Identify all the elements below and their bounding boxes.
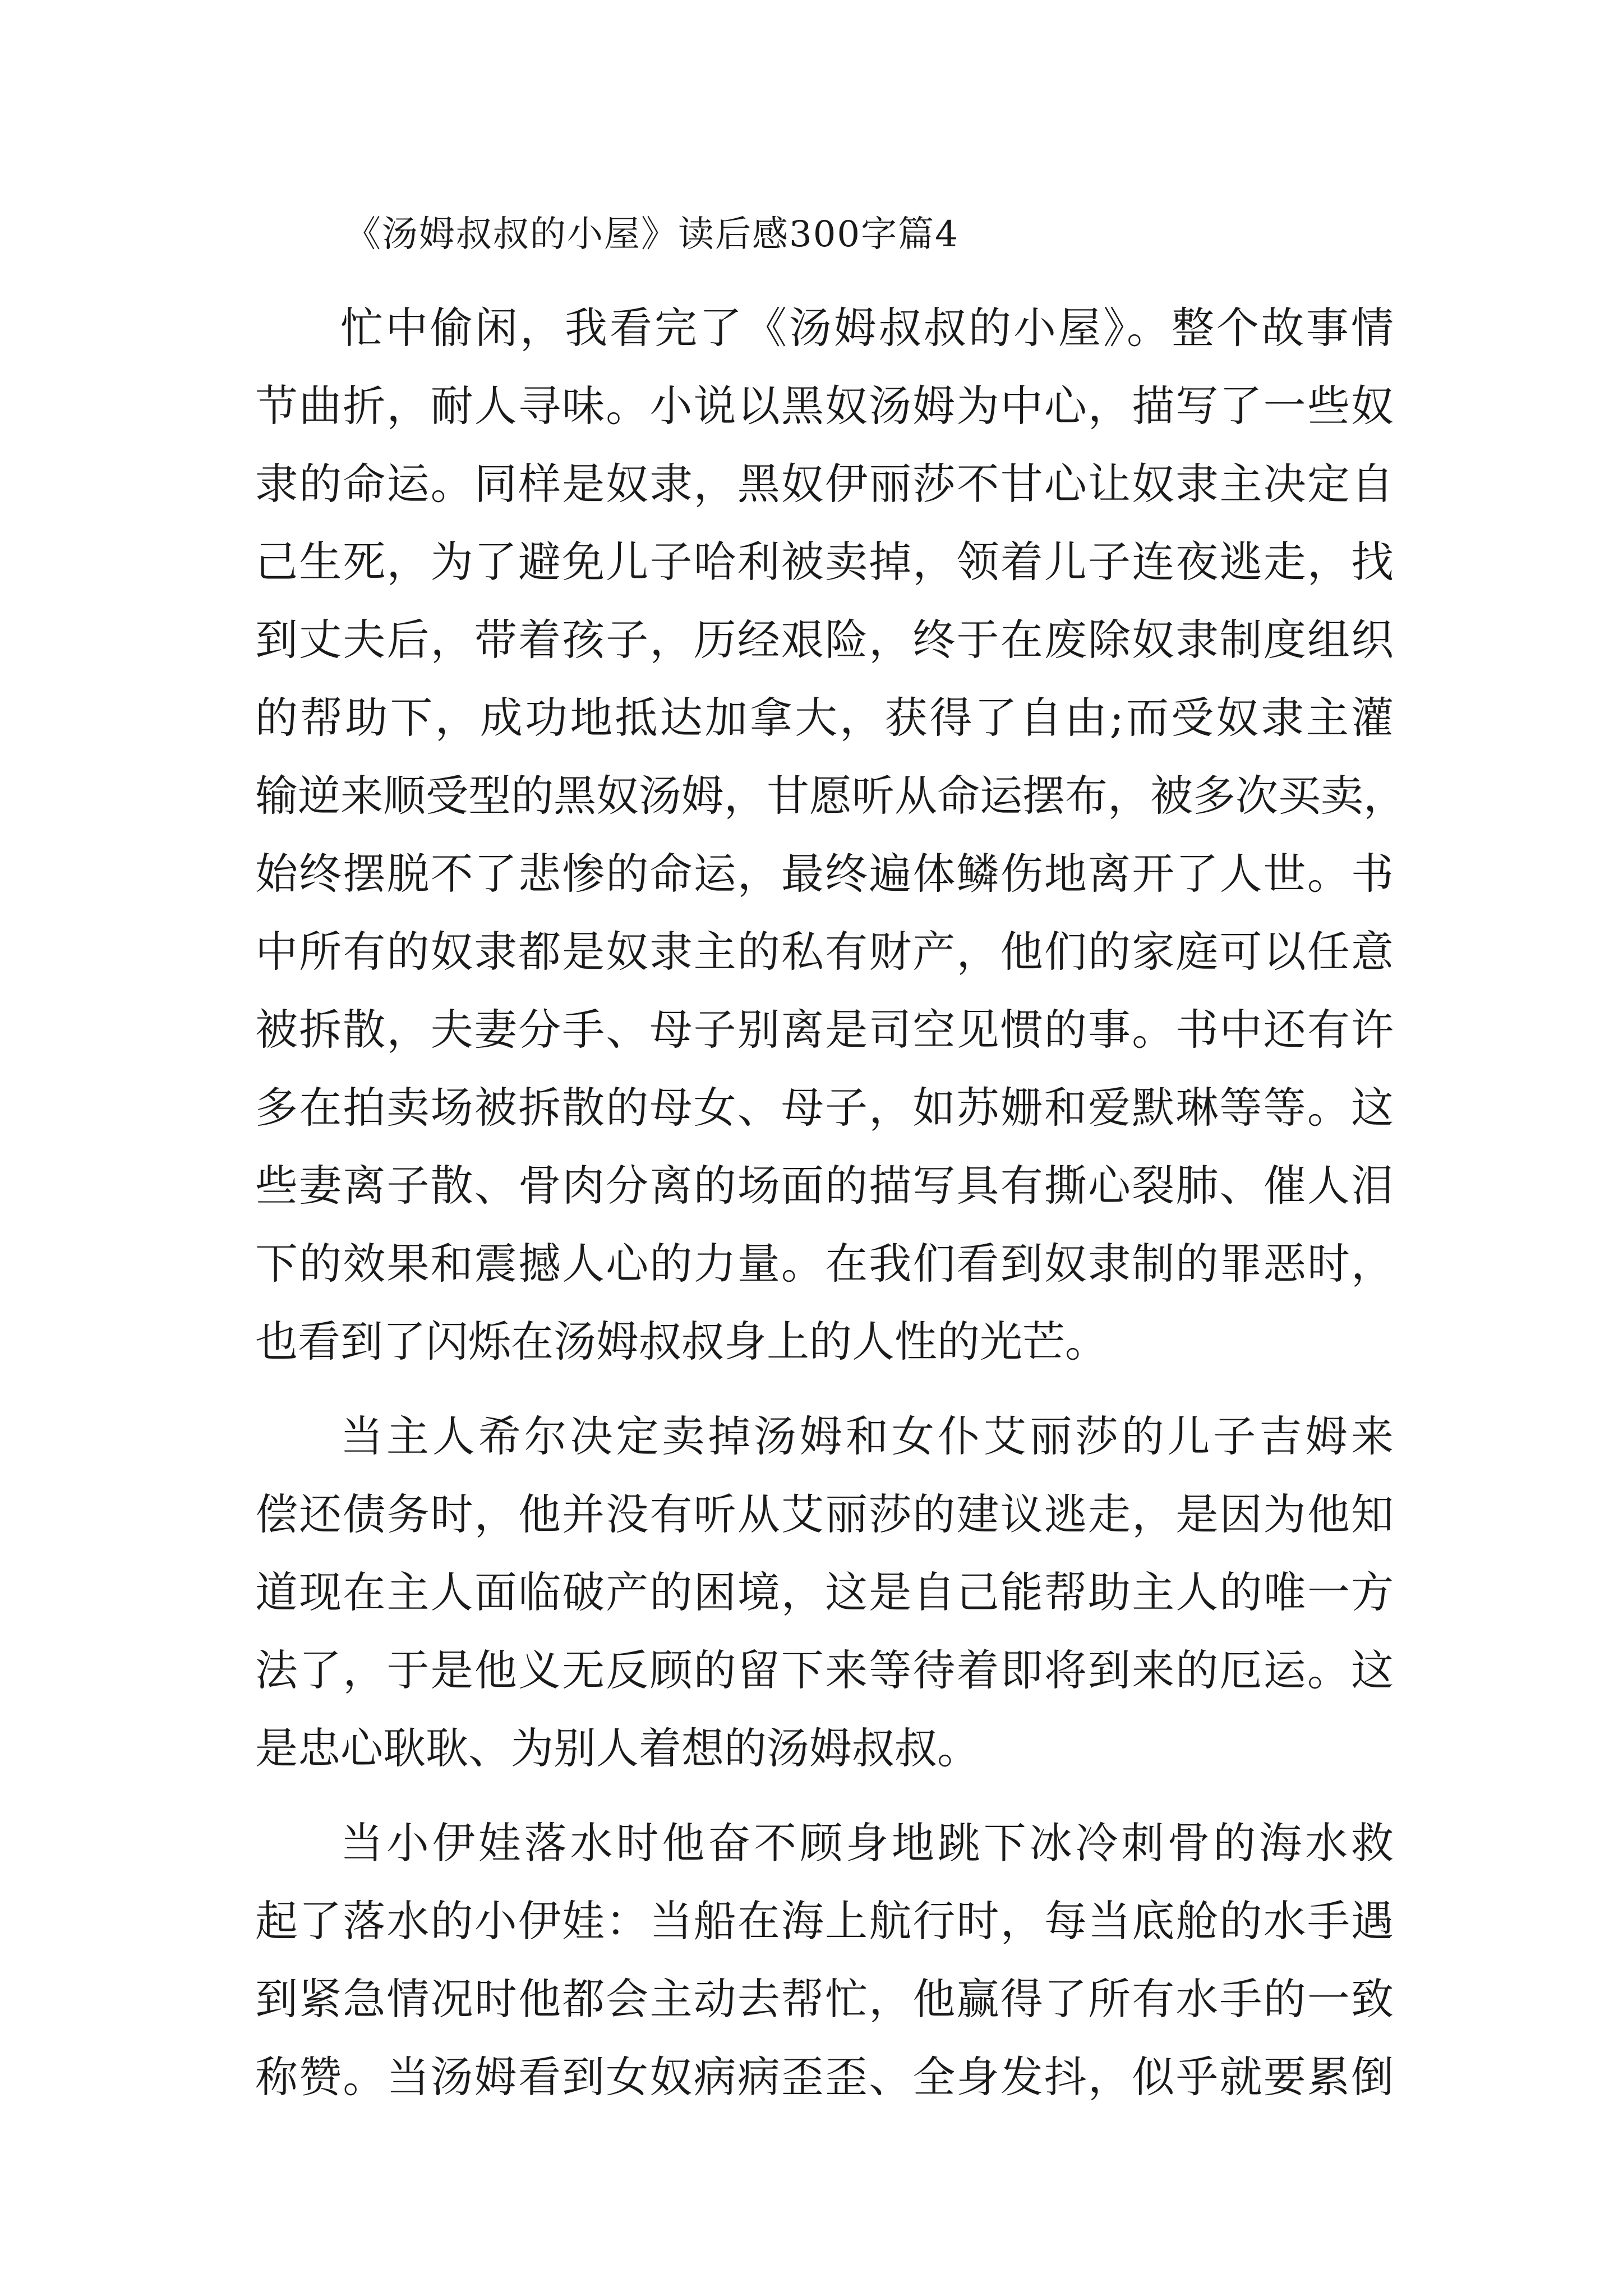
text-line: 偿还债务时，他并没有听从艾丽莎的建议逃走，是因为他知 <box>255 1489 1394 1539</box>
text-line: 到丈夫后，带着孩子，历经艰险，终于在废除奴隶制度组织 <box>255 615 1394 665</box>
document-body <box>255 289 1406 2116</box>
paragraph-gap <box>255 1787 1394 1804</box>
text-line: 当主人希尔决定卖掉汤姆和女仆艾丽莎的儿子吉姆来 <box>340 1411 1394 1461</box>
text-line: 法了，于是他义无反顾的留下来等待着即将到来的厄运。这 <box>255 1645 1394 1695</box>
paragraph-gap <box>255 1381 1394 1397</box>
text-line: 节曲折，耐人寻味。小说以黑奴汤姆为中心，描写了一些奴 <box>255 381 1394 431</box>
text-line: 些妻离子散、骨肉分离的场面的描写具有撕心裂肺、催人泪 <box>255 1161 1394 1211</box>
text-line: 称赞。当汤姆看到女奴病病歪歪、全身发抖，似乎就要累倒 <box>255 2052 1394 2102</box>
text-line: 始终摆脱不了悲惨的命运，最终遍体鳞伤地离开了人世。书 <box>255 849 1394 899</box>
text-line: 多在拍卖场被拆散的母女、母子，如苏姗和爱默琳等等。这 <box>255 1083 1394 1133</box>
text-line: 道现在主人面临破产的困境，这是自己能帮助主人的唯一方 <box>255 1567 1394 1617</box>
text-line: 输逆来顺受型的黑奴汤姆，甘愿听从命运摆布，被多次买卖， <box>255 771 1406 821</box>
text-line: 到紧急情况时他都会主动去帮忙，他赢得了所有水手的一致 <box>255 1974 1394 2024</box>
paragraph <box>255 1397 1394 1787</box>
text-line: 被拆散，夫妻分手、母子别离是司空见惯的事。书中还有许 <box>255 1005 1394 1055</box>
paragraph <box>255 289 1406 1381</box>
text-line: 当小伊娃落水时他奋不顾身地跳下冰冷刺骨的海水救 <box>340 1818 1394 1868</box>
paragraph <box>255 1804 1394 2116</box>
text-line: 的帮助下，成功地抵达加拿大，获得了自由;而受奴隶主灌 <box>255 693 1394 743</box>
text-line: 起了落水的小伊娃：当船在海上航行时，每当底舱的水手遇 <box>255 1896 1394 1946</box>
text-line: 己生死，为了避免儿子哈利被卖掉，领着儿子连夜逃走，找 <box>255 537 1394 587</box>
text-line: 中所有的奴隶都是奴隶主的私有财产，他们的家庭可以任意 <box>255 927 1394 977</box>
text-line: 是忠心耿耿、为别人着想的汤姆叔叔。 <box>255 1723 980 1773</box>
document-title: 《汤姆叔叔的小屋》读后感300字篇4 <box>345 214 959 255</box>
text-line: 也看到了闪烁在汤姆叔叔身上的人性的光芒。 <box>255 1317 1108 1366</box>
text-line: 忙中偷闲，我看完了《汤姆叔叔的小屋》。整个故事情 <box>340 303 1394 353</box>
text-line: 下的效果和震撼人心的力量。在我们看到奴隶制的罪恶时， <box>255 1239 1394 1289</box>
text-line: 隶的命运。同样是奴隶，黑奴伊丽莎不甘心让奴隶主决定自 <box>255 459 1394 509</box>
